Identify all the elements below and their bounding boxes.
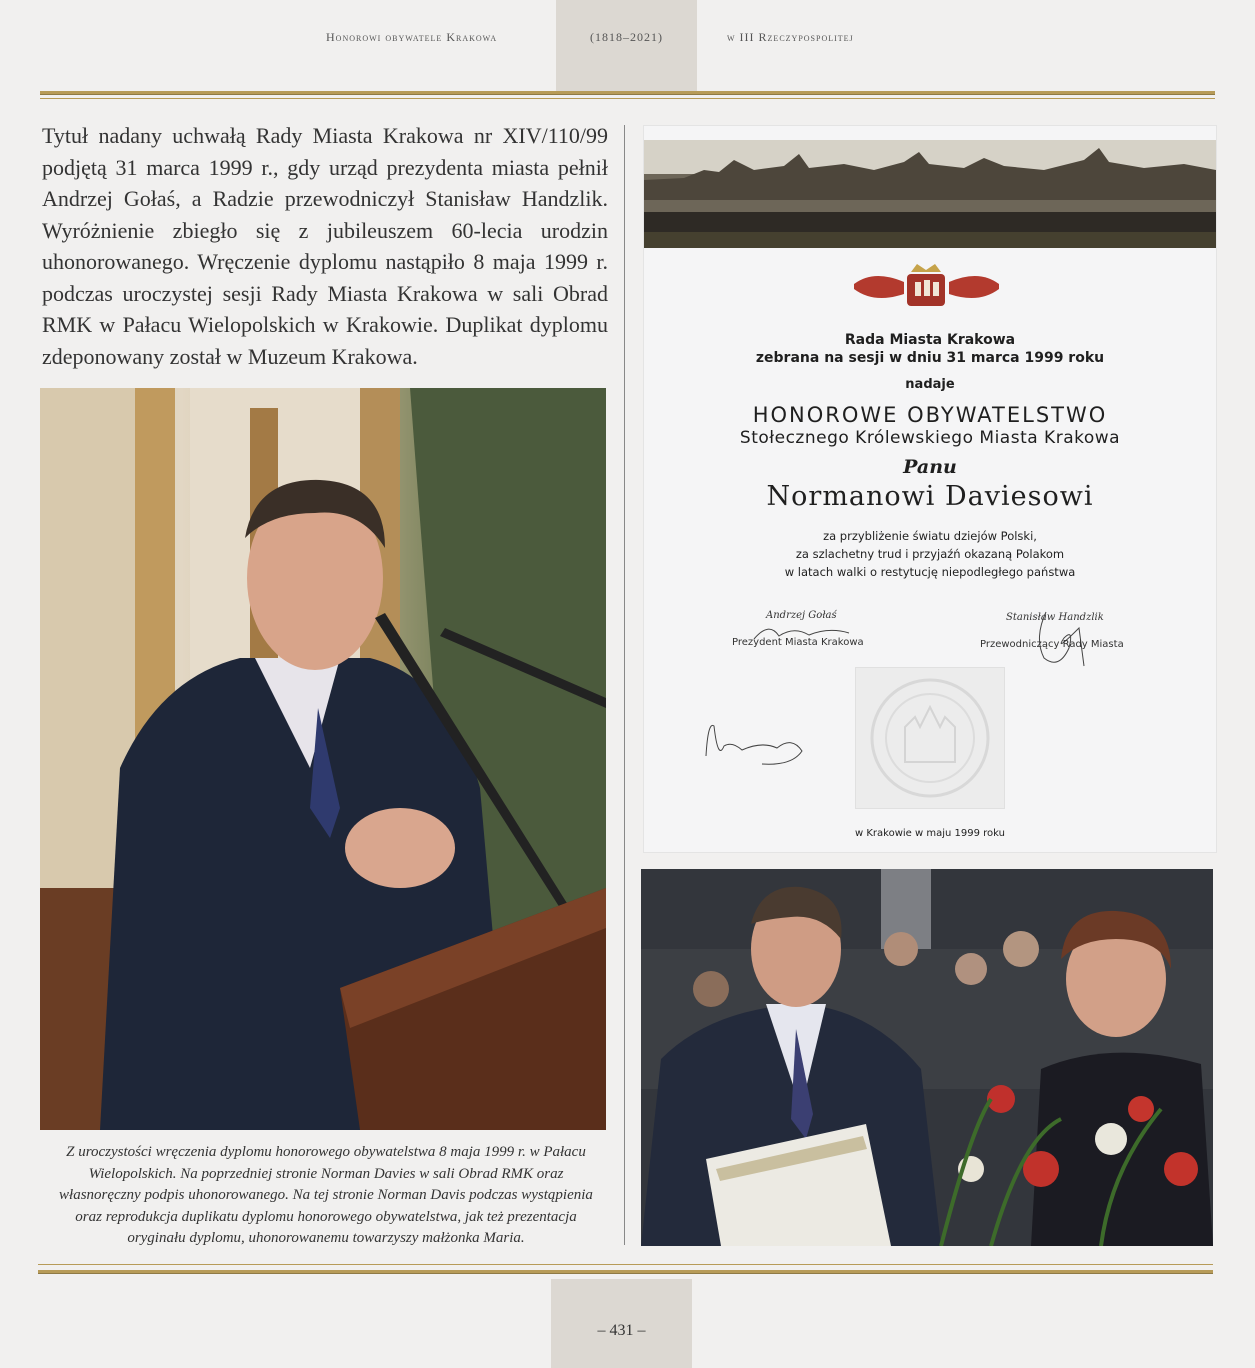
signature-right-name: Stanisław Handzlik bbox=[1006, 612, 1104, 623]
diploma-merit-text bbox=[644, 527, 1216, 581]
speaker-illustration bbox=[40, 388, 606, 1130]
photo-diploma-presentation bbox=[641, 869, 1213, 1246]
seal-emboss bbox=[855, 667, 1005, 809]
diploma-grants: nadaje bbox=[905, 377, 955, 392]
embossed-seal bbox=[855, 667, 1005, 809]
bottom-rule bbox=[38, 1270, 1213, 1274]
diploma-city: Stołecznego Królewskiego Miasta Krakowa bbox=[739, 428, 1121, 448]
diploma-council: Rada Miasta Krakowa bbox=[844, 332, 1016, 348]
diploma-salutation: Panu bbox=[903, 456, 957, 478]
diploma-place-date: w Krakowie w maju 1999 roku bbox=[855, 828, 1005, 839]
diploma-merit-line-3: w latach walki o restytucję niepodległego państwa bbox=[784, 565, 1076, 579]
signature-left-title: Prezydent Miasta Krakowa bbox=[732, 637, 864, 648]
running-head-left: Honorowi obywatele Krakowa bbox=[326, 30, 498, 44]
column-divider bbox=[624, 125, 625, 1245]
ceremony-illustration bbox=[641, 869, 1213, 1246]
running-head-center: (1818–2021) bbox=[590, 30, 663, 44]
signature-left-name: Andrzej Gołaś bbox=[766, 610, 837, 621]
recipient-autograph bbox=[702, 716, 812, 771]
diploma-honor-title: HONOROWE OBYWATELSTWO bbox=[752, 403, 1108, 427]
photo-caption: Z uroczystości wręczenia dyplomu honorowego obywatelstwa 8 maja 1999 r. w Pałacu Wielopolskich. Na poprzedniej stronie Norman Davies w sali Obrad RMK oraz własnoręczny podpis uhonorowanego. Na tej stronie Norman Davis podczas wystąpienia oraz reprodukcja duplikatu dyplomu honorowego obywatelstwa, jak też prezentacja oryginału dyplomu, uhonorowanemu towarzyszy małżonka Maria. bbox=[59, 1144, 593, 1246]
diploma-recipient: Normanowi Daviesowi bbox=[766, 481, 1094, 512]
krakow-coat-of-arms bbox=[849, 264, 1004, 309]
signature-right-title: Przewodniczący Rady Miasta bbox=[980, 639, 1124, 650]
header-tab bbox=[556, 0, 697, 92]
bottom-rule-thin bbox=[38, 1264, 1213, 1265]
intro-paragraph: Tytuł nadany uchwałą Rady Miasta Krakowa nr XIV/110/99 podjętą 31 marca 1999 r., gdy urząd prezydenta miasta pełnił Andrzej Gołaś, a Radzie przewodniczył Stanisław Handzlik. Wyróżnienie zbiegło się z jubileuszem 60-lecia urodzin uhonorowanego. Wręczenie dyplomu nastąpiło 8 maja 1999 r. podczas uroczystej sesji Rady Miasta Krakowa w sali Obrad RMK w Pałacu Wielopolskich w Krakowie. Duplikat dyplomu zdeponowany został w Muzeum Krakowa. bbox=[42, 123, 608, 369]
diploma-session: zebrana na sesji w dniu 31 marca 1999 roku bbox=[755, 350, 1105, 366]
photo-speaker-at-lectern bbox=[40, 388, 606, 1130]
page-number: – 431 – bbox=[597, 1322, 646, 1339]
top-rule bbox=[40, 91, 1215, 95]
running-head-right: w III Rzeczypospolitej bbox=[727, 30, 854, 44]
diploma-reproduction bbox=[643, 125, 1217, 853]
diploma-merit-line-1: za przybliżenie światu dziejów Polski, bbox=[823, 529, 1037, 543]
top-rule-thin bbox=[40, 98, 1215, 99]
krakow-panorama-engraving bbox=[644, 140, 1216, 248]
diploma-merit-line-2: za szlachetny trud i przyjaźń okazaną Polakom bbox=[795, 547, 1065, 561]
